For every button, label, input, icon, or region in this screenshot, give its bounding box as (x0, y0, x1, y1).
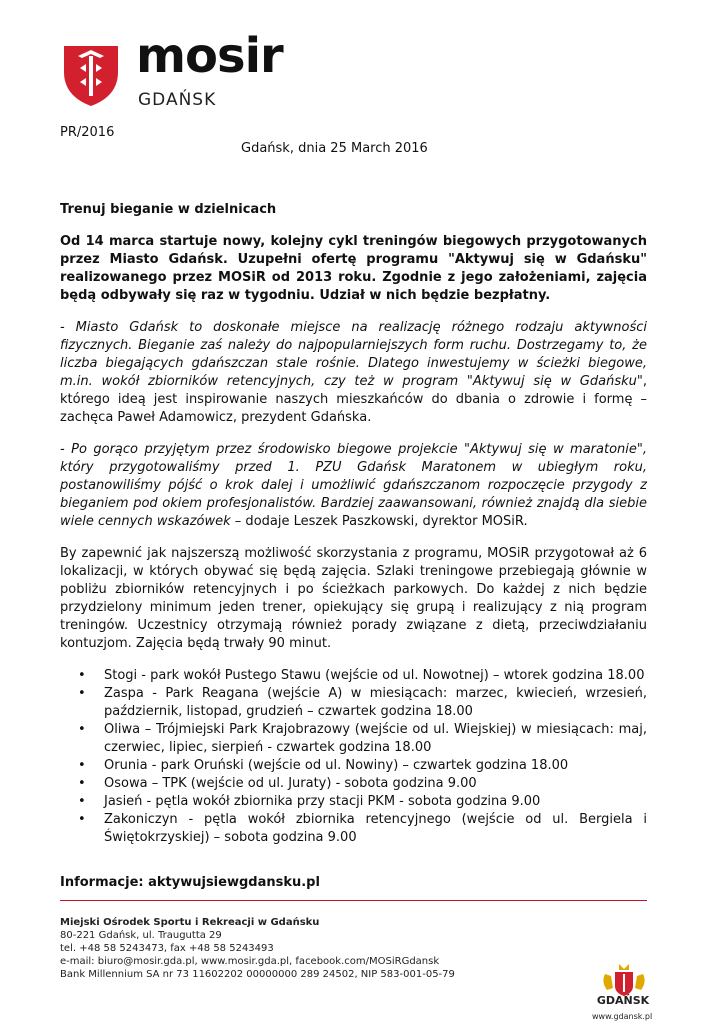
lead-paragraph: Od 14 marca startuje nowy, kolejny cykl treningów biegowych przygotowanych przez Miasto Gdańsk. Uzupełni ofertę programu "Aktywuj się w Gdańsku" realizowanego przez MOSiR od 2013 roku. Zgodnie z jego założeniami, zajęcia będą odbywały się raz w tygodniu. Udział w nich będzie bezpłatny. (60, 234, 647, 303)
location-text: Orunia - park Oruński (wejście od ul. Nowiny) – czwartek godzina 18.00 (104, 758, 569, 773)
footer-organization: Miejski Ośrodek Sportu i Rekreacji w Gdańsku (60, 917, 320, 928)
mosir-logo (60, 28, 300, 116)
bullet-icon: • (78, 686, 86, 701)
document-reference: PR/2016 (60, 125, 115, 140)
bullet-icon: • (78, 668, 86, 683)
document-date: Gdańsk, dnia 25 March 2016 (241, 141, 428, 156)
list-item (78, 757, 647, 775)
training-locations-list (60, 667, 647, 847)
bullet-icon: • (78, 758, 86, 773)
location-text: Jasień - pętla wokół zbiornika przy stacji PKM - sobota godzina 9.00 (104, 794, 541, 809)
info-link[interactable]: Informacje: aktywujsiewgdansku.pl (60, 875, 320, 890)
logo-city: GDAŃSK (138, 90, 217, 110)
list-item (78, 793, 647, 811)
crest-label: GDAŃSK (596, 994, 650, 1007)
location-text: Oliwa – Trójmiejski Park Krajobrazowy (wejście od ul. Wiejskiej) w miesiącach: maj, czerwiec, lipiec, sierpień - czwartek godzina 18.00 (104, 722, 647, 755)
program-description: By zapewnić jak najszerszą możliwość skorzystania z programu, MOSiR przygotował aż 6 lokalizacji, w których obywać się będą zajęcia. Szlaki treningowe przebiegają głównie w pobliżu zbiorników retencyjnych i po ścieżkach parkowych. Do każdej z nich będzie przydzielony minimum jeden trener, opiekujący się grupą i realizujący z nią program treningów. Uczestnicy otrzymają również porady związane z dietą, przeciwdziałaniu kontuzjom. Zajęcia będą trwały 90 minut. (60, 546, 647, 651)
crest-url[interactable]: www.gdansk.pl (592, 1012, 653, 1021)
bullet-icon: • (78, 776, 86, 791)
logo-wordmark: mosir (136, 28, 283, 84)
footer-email: e-mail: biuro@mosir.gda.pl, www.mosir.gda.pl, facebook.com/MOSiRGdansk (60, 956, 440, 967)
press-release-title: Trenuj bieganie w dzielnicach (60, 202, 277, 217)
location-text: Zaspa - Park Reagana (wejście A) w miesiącach: marzec, kwiecień, wrzesień, październik, listopad, grudzień – czwartek godzina 18.00 (104, 686, 647, 719)
bullet-icon: • (78, 722, 86, 737)
bullet-icon: • (78, 812, 86, 827)
press-release-body (60, 201, 647, 847)
footer-contact (60, 916, 455, 981)
director-quote (60, 441, 647, 531)
footer-divider (60, 900, 647, 901)
list-item (78, 811, 647, 847)
quote-text: - Po gorąco przyjętym przez środowisko biegowe projekcie "Aktywuj się w maratonie", który przygotowaliśmy przed 1. PZU Gdańsk Maratonem w ubiegłym roku, postanowiliśmy pójść o krok dalej i umożliwić gdańszczanom rozpoczęcie przygody z bieganiem pod okiem profesjonalistów. Bardziej zaawansowani, również znajdą dla siebie wiele cennych wskazówek (60, 442, 647, 529)
list-item (78, 775, 647, 793)
gdansk-shield-icon (60, 42, 122, 108)
location-text: Stogi - park wokół Pustego Stawu (wejście od ul. Nowotnej) – wtorek godzina 18.00 (104, 668, 645, 683)
location-text: Zakoniczyn - pętla wokół zbiornika retencyjnego (wejście od ul. Bergiela i Świętokrzyskiej) – sobota godzina 9.00 (104, 812, 647, 845)
quote-text: - Miasto Gdańsk to doskonałe miejsce na realizację różnego rodzaju aktywności fizycznych. Bieganie zaś należy do najpopularniejszych form ruchu. Dostrzegamy to, że liczba biegających gdańszczan stale rośnie. Dlatego inwestujemy w ścieżki biegowe, m.in. wokół zbiorników retencyjnych, czy też w program "Aktywuj się w Gdańsku" (60, 320, 647, 389)
bullet-icon: • (78, 794, 86, 809)
quote-attribution: , którego ideą jest inspirowanie naszych mieszkańców do dbania o zdrowie i formę – zachęca Paweł Adamowicz, prezydent Gdańska. (60, 374, 647, 425)
list-item (78, 721, 647, 757)
list-item (78, 685, 647, 721)
location-text: Osowa – TPK (wejście od ul. Juraty) - sobota godzina 9.00 (104, 776, 477, 791)
mayor-quote (60, 319, 647, 427)
footer-bank: Bank Millennium SA nr 73 11602202 00000000 289 24502, NIP 583-001-05-79 (60, 969, 455, 980)
footer-phone: tel. +48 58 5243473, fax +48 58 5243493 (60, 943, 274, 954)
footer-address: 80-221 Gdańsk, ul. Traugutta 29 (60, 930, 222, 941)
list-item (78, 667, 647, 685)
quote-attribution: – dodaje Leszek Paszkowski, dyrektor MOSiR. (230, 514, 528, 529)
